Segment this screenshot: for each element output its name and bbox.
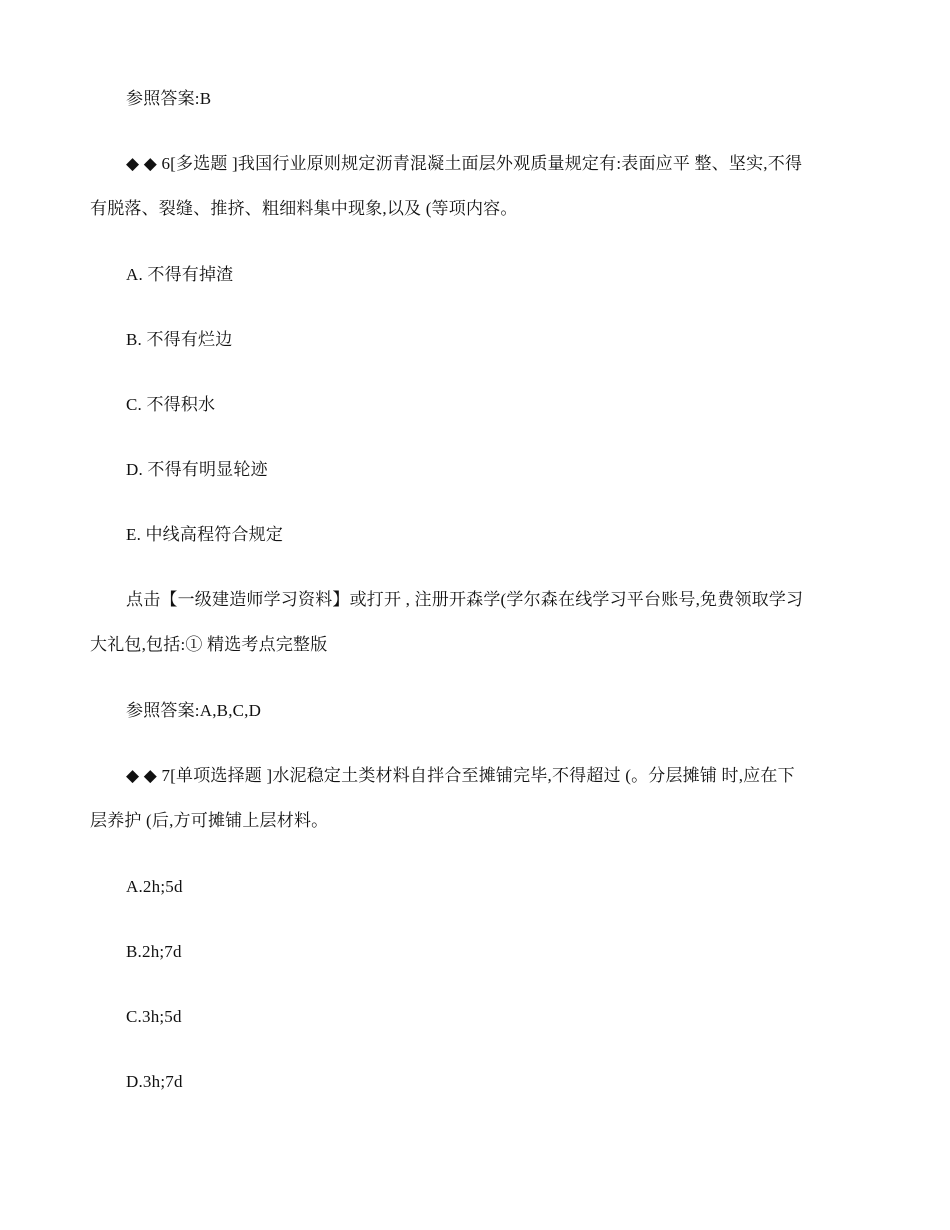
answer-q5: 参照答案:B <box>126 89 212 108</box>
q6-stem-line1: ◆ ◆ 6[多选题 ]我国行业原则规定沥青混凝土面层外观质量规定有:表面应平 整、坚实,不得 <box>126 154 803 173</box>
q7-stem-line2: 层养护 (后,方可摊铺上层材料。 <box>90 811 329 830</box>
q7-option-c: C.3h;5d <box>126 1007 182 1026</box>
q6-stem-line2: 有脱落、裂缝、推挤、粗细料集中现象,以及 (等项内容。 <box>90 199 518 218</box>
q6-option-b: B. 不得有烂边 <box>126 330 233 349</box>
promo-line2: 大礼包,包括:① 精选考点完整版 <box>90 635 328 654</box>
q6-option-e: E. 中线高程符合规定 <box>126 525 284 544</box>
q7-option-b: B.2h;7d <box>126 942 182 961</box>
q6-option-a: A. 不得有掉渣 <box>126 265 234 284</box>
promo-line1: 点击【一级建造师学习资料】或打开 , 注册开森学(学尔森在线学习平台账号,免费领取学习 <box>126 590 804 609</box>
answer-q6: 参照答案:A,B,C,D <box>126 701 262 720</box>
q7-option-d: D.3h;7d <box>126 1072 183 1091</box>
q6-option-d: D. 不得有明显轮迹 <box>126 460 268 479</box>
q7-stem-line1: ◆ ◆ 7[单项选择题 ]水泥稳定土类材料自拌合至摊铺完毕,不得超过 (。分层摊铺 时,应在下 <box>126 766 795 785</box>
q7-option-a: A.2h;5d <box>126 877 183 896</box>
q6-option-c: C. 不得积水 <box>126 395 216 414</box>
